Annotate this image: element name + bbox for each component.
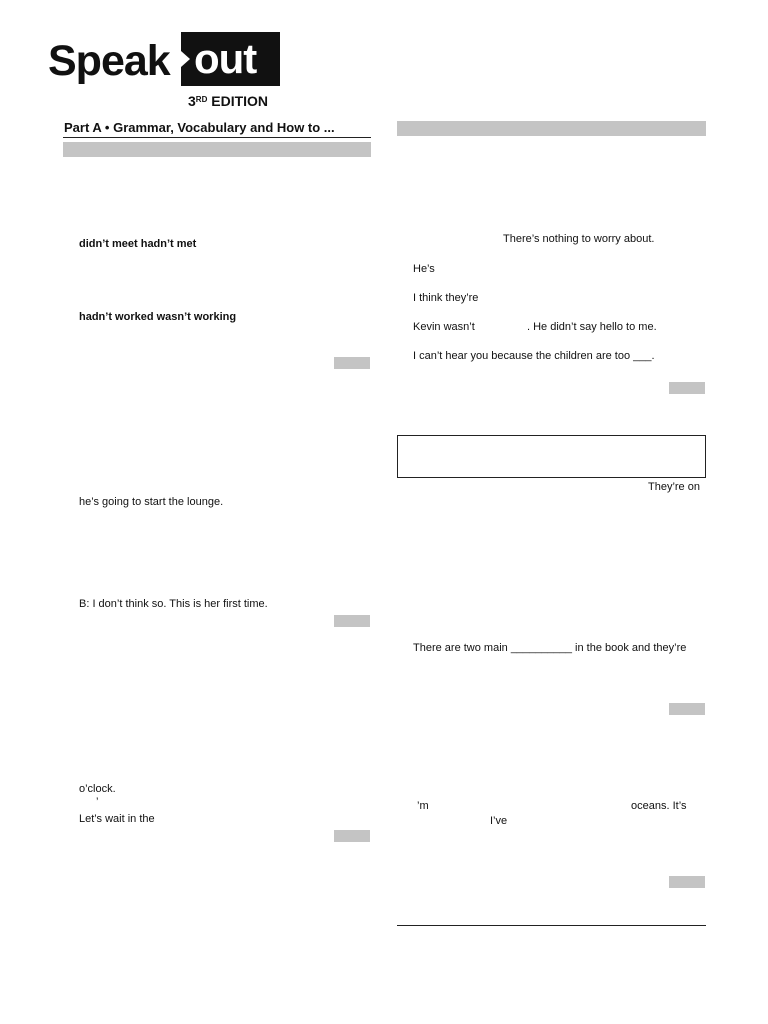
text-line-ive: I’ve xyxy=(490,815,508,827)
left-section-bar xyxy=(63,142,371,157)
score-box xyxy=(334,830,370,842)
title-underline xyxy=(63,137,371,138)
text-line-kevin-b: . He didn’t say hello to me. xyxy=(527,321,657,333)
edition-suffix: RD xyxy=(195,95,208,104)
text-line-nothing: There’s nothing to worry about. xyxy=(503,233,655,245)
score-box xyxy=(669,703,705,715)
text-line-lounge: he’s going to start the lounge. xyxy=(79,496,224,508)
bottom-rule xyxy=(397,925,706,926)
score-box xyxy=(669,876,705,888)
text-line-two-main: There are two main __________ in the book and they’re xyxy=(413,642,687,654)
options-line-2: hadn’t worked wasn’t working xyxy=(79,311,237,323)
right-section-bar xyxy=(397,121,706,136)
logo-edition xyxy=(188,93,268,109)
score-box xyxy=(669,382,705,394)
text-line-apostrophe: ’ xyxy=(96,796,99,808)
score-box xyxy=(334,615,370,627)
text-line-think: I think they’re xyxy=(413,292,479,304)
text-line-theyre-on: They’re on xyxy=(648,481,700,493)
text-line-m: ’m xyxy=(417,800,429,812)
edition-number: 3 xyxy=(188,93,196,109)
text-line-hes: He’s xyxy=(413,263,435,275)
edition-label: EDITION xyxy=(211,93,269,109)
page-title: Part A • Grammar, Vocabulary and How to ... xyxy=(64,120,335,135)
text-line-oclock: o’clock. xyxy=(79,783,116,795)
logo-out-text: out xyxy=(194,35,257,82)
text-line-children: I can’t hear you because the children are too ___. xyxy=(413,350,655,362)
options-line-1: didn’t meet hadn’t met xyxy=(79,238,197,250)
text-line-wait: Let’s wait in the xyxy=(79,813,155,825)
text-line-kevin-a: Kevin wasn’t xyxy=(413,321,475,333)
text-line-oceans: oceans. It’s xyxy=(631,800,687,812)
instruction-box xyxy=(397,435,706,478)
logo-speak-text: Speak xyxy=(48,37,170,85)
text-line-b: B: I don’t think so. This is her first time. xyxy=(79,598,268,610)
logo-notch xyxy=(181,51,190,67)
score-box xyxy=(334,357,370,369)
